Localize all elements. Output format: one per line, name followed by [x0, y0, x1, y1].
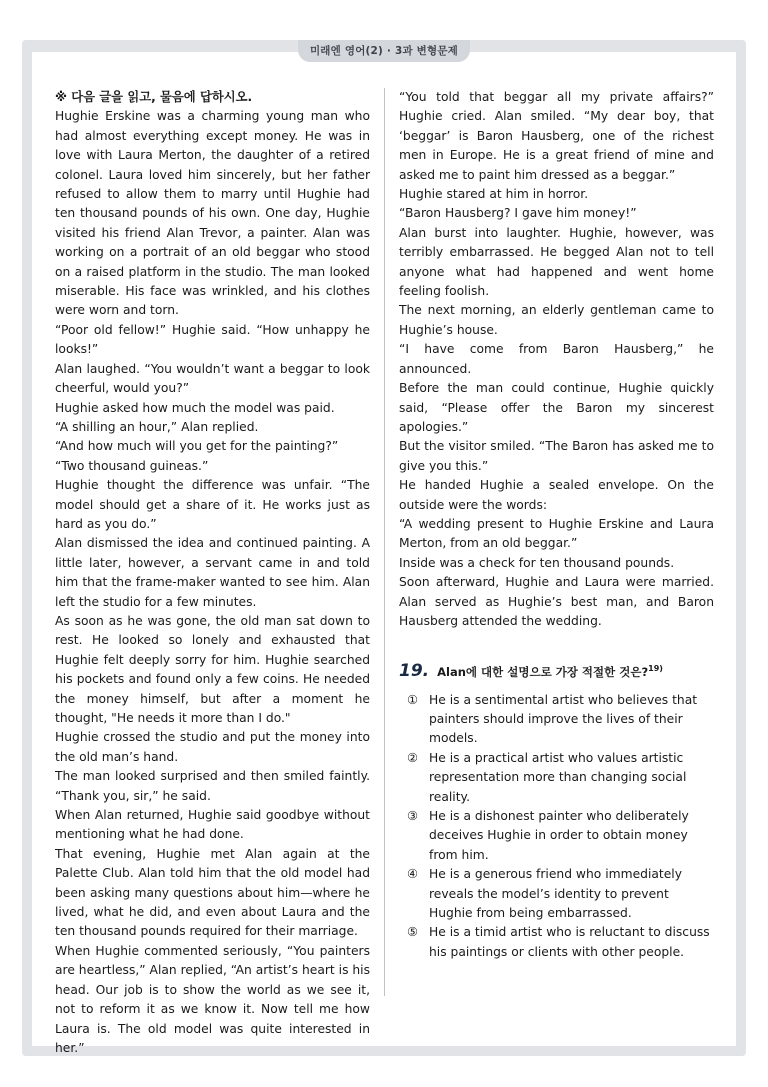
- passage-paragraph: The man looked surprised and then smiled faintly. “Thank you, sir,” he said.: [55, 769, 370, 803]
- passage-paragraph: That evening, Hughie met Alan again at the Palette Club. Alan told him that the old model had been asking many questions about him—where he lived, what he did, and even about Laura and the ten thousand pounds required for their marriage.: [55, 846, 370, 939]
- option-text: He is a practical artist who values artistic representation more than changing social reality.: [429, 750, 687, 804]
- passage-paragraph: He handed Hughie a sealed envelope. On the outside were the words:: [399, 478, 714, 512]
- answer-option[interactable]: [399, 691, 714, 749]
- passage-paragraph: Alan burst into laughter. Hughie, however, was terribly embarrassed. He begged Alan not to tell anyone what had happened and went home feeling foolish.: [399, 225, 714, 299]
- passage-paragraph: Hughie Erskine was a charming young man who had almost everything except money. He was in love with Laura Merton, the daughter of a retired colonel. Laura loved him sincerely, but her father refused to allow them to marry until Hughie had ten thousand pounds of his own. One day, Hughie visited his friend Alan Trevor, a painter. Alan was working on a portrait of an old beggar who stood on a raised platform in the studio. The man looked miserable. His face was wrinkled, and his clothes were worn and torn.: [55, 109, 370, 318]
- option-text: He is a dishonest painter who deliberately deceives Hughie in order to obtain money from him.: [429, 809, 689, 862]
- passage-paragraph: As soon as he was gone, the old man sat down to rest. He looked so lonely and exhausted that Hughie felt deeply sorry for him. Hughie searched his pockets and found only a few coins. He needed the money himself, but after a moment he thought, "He needs it more than I do.": [55, 613, 370, 725]
- question-header: [399, 659, 714, 682]
- option-number: ④: [407, 867, 419, 882]
- question-footnote: 19): [648, 664, 663, 674]
- column-divider: [384, 88, 385, 996]
- left-column: [55, 88, 370, 1058]
- passage-paragraph: Soon afterward, Hughie and Laura were married. Alan served as Hughie’s best man, and Baron Hausberg attended the wedding.: [399, 575, 714, 628]
- passage-paragraph: Before the man could continue, Hughie quickly said, “Please offer the Baron my sincerest apologies.”: [399, 381, 714, 434]
- right-column: [399, 88, 714, 962]
- passage-paragraph: “Poor old fellow!” Hughie said. “How unhappy he looks!”: [55, 322, 370, 357]
- passage-paragraph: Alan laughed. “You wouldn’t want a beggar to look cheerful, would you?”: [55, 361, 370, 396]
- passage-paragraph: But the visitor smiled. “The Baron has asked me to give you this.”: [399, 439, 714, 473]
- passage-paragraph: Hughie crossed the studio and put the money into the old man’s hand.: [55, 730, 370, 764]
- option-text: He is a generous friend who immediately reveals the model’s identity to prevent Hughie from being embarrassed.: [429, 867, 682, 921]
- left-passage: [55, 107, 370, 1058]
- passage-paragraph: “You told that beggar all my private affairs?” Hughie cried. Alan smiled. “My dear boy, that ‘beggar’ is Baron Hausberg, one of the richest men in Europe. He is a great friend of mine and asked me to paint him dressed as a beggar.”: [399, 90, 714, 182]
- passage-paragraph: The next morning, an elderly gentleman came to Hughie’s house.: [399, 303, 714, 337]
- right-passage: [399, 88, 714, 631]
- answer-option[interactable]: [399, 807, 714, 865]
- question-text: [437, 659, 663, 682]
- passage-paragraph: Hughie thought the difference was unfair. “The model should get a share of it. He works just as hard as you do.”: [55, 478, 370, 531]
- passage-paragraph: “Two thousand guineas.”: [55, 458, 209, 473]
- passage-paragraph: Alan dismissed the idea and continued painting. A little later, however, a servant came in and told him that the frame-maker wanted to see him. Alan left the studio for a few minutes.: [55, 536, 370, 609]
- passage-paragraph: “And how much will you get for the painting?”: [55, 439, 339, 454]
- passage-paragraph: “Baron Hausberg? I gave him money!”: [399, 206, 637, 221]
- option-number: ③: [407, 809, 419, 824]
- passage-paragraph: When Alan returned, Hughie said goodbye without mentioning what he had done.: [55, 808, 370, 842]
- option-number: ⑤: [407, 925, 419, 940]
- question-stem: Alan에 대한 설명으로 가장 적절한 것은?: [437, 665, 649, 680]
- instruction-text: ※ 다음 글을 읽고, 물음에 답하시오.: [55, 90, 253, 104]
- passage-paragraph: Hughie asked how much the model was paid.: [55, 400, 335, 415]
- passage-paragraph: “A wedding present to Hughie Erskine and Laura Merton, from an old beggar.”: [399, 516, 714, 551]
- answer-options: [399, 691, 714, 963]
- option-text: He is a sentimental artist who believes that painters should improve the lives of their models.: [429, 692, 698, 746]
- passage-paragraph: Hughie stared at him in horror.: [399, 187, 589, 202]
- header-tab: 미래엔 영어(2) · 3과 변형문제: [298, 40, 470, 62]
- option-text: He is a timid artist who is reluctant to discuss his paintings or clients with other people.: [429, 925, 710, 959]
- option-number: ②: [407, 750, 419, 765]
- passage-paragraph: When Hughie commented seriously, “You painters are heartless,” Alan replied, “An artist’s heart is his head. Our job is to show the world as we see it, not to reform it as we know it. Now tell me how Laura is. The old model was quite interested in her.”: [55, 943, 371, 1055]
- passage-paragraph: “A shilling an hour,” Alan replied.: [55, 419, 259, 434]
- answer-option[interactable]: [399, 749, 714, 807]
- option-number: ①: [407, 692, 419, 707]
- answer-option[interactable]: [399, 923, 714, 962]
- answer-option[interactable]: [399, 865, 714, 923]
- question-number: 19.: [399, 661, 430, 682]
- passage-paragraph: “I have come from Baron Hausberg,” he announced.: [399, 342, 714, 376]
- passage-paragraph: Inside was a check for ten thousand pounds.: [399, 555, 675, 570]
